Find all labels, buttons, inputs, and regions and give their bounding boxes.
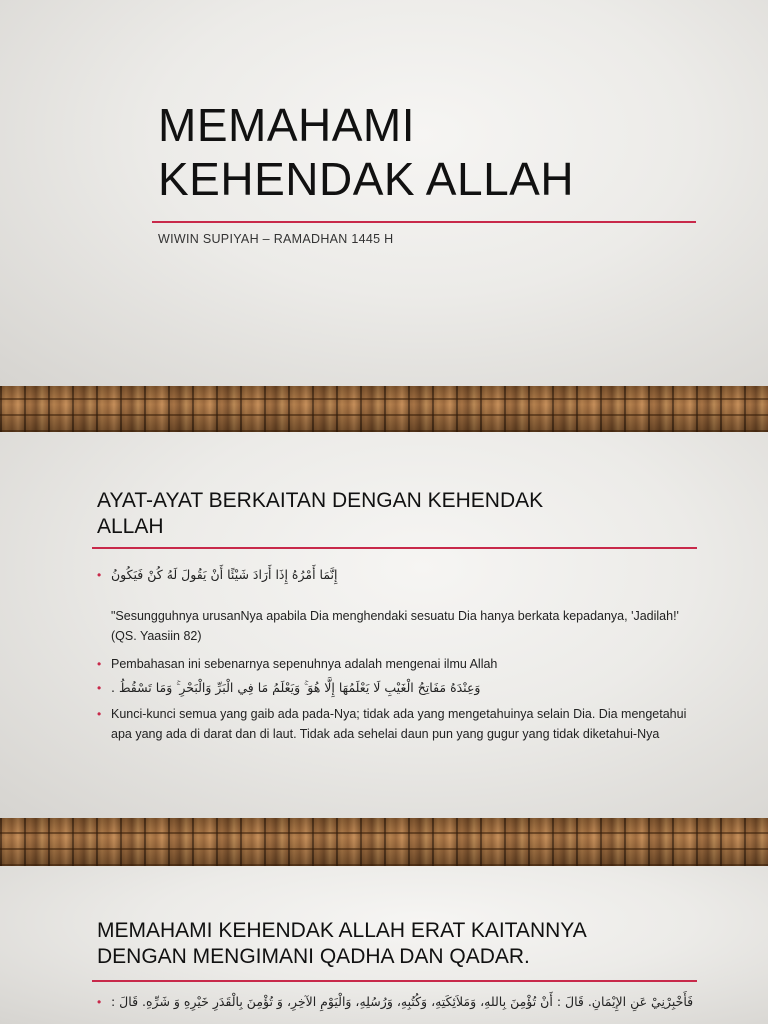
slide-title-line-1: MEMAHAMI <box>158 99 415 151</box>
list-item-text: Pembahasan ini sebenarnya sepenuhnya adalah mengenai ilmu Allah <box>111 657 498 671</box>
bullet-list <box>97 565 697 585</box>
wood-floor-divider <box>0 386 768 432</box>
list-item <box>97 704 697 744</box>
heading-divider <box>92 547 697 549</box>
slide-title-line-2: KEHENDAK ALLAH <box>158 153 575 205</box>
list-item <box>97 654 697 674</box>
slide-2 <box>0 432 768 818</box>
wood-floor-divider <box>0 818 768 866</box>
arabic-verse: وَعِنْدَهُ مَفَاتِحُ الْغَيْبِ لَا يَعْلَمُهَا إِلَّا هُوَ ۚ وَيَعْلَمُ مَا فِي الْبَرِّ وَالْبَحْرِ ۚ وَمَا تَسْقُطُ . <box>111 680 481 695</box>
heading-divider <box>92 980 697 982</box>
list-item <box>97 992 697 1012</box>
slide-title <box>158 98 718 206</box>
slide-3 <box>0 866 768 1024</box>
slide-subtitle: WIWIN SUPIYAH – RAMADHAN 1445 H <box>158 232 394 246</box>
slide-2-heading-line-1: AYAT-AYAT BERKAITAN DENGAN KEHENDAK <box>97 489 544 512</box>
bullet-icon: • <box>97 568 102 582</box>
slide-1 <box>0 0 768 386</box>
bullet-icon: • <box>97 681 102 695</box>
slide-3-heading-line-1: MEMAHAMI KEHENDAK ALLAH ERAT KAITANNYA <box>97 919 587 942</box>
slide-2-heading <box>97 488 697 540</box>
bullet-icon: • <box>97 707 102 721</box>
title-divider <box>152 221 696 223</box>
bullet-list <box>97 654 697 744</box>
list-item <box>97 565 697 585</box>
slide-2-heading-line-2: ALLAH <box>97 515 164 538</box>
list-item <box>97 678 697 698</box>
verse-translation: "Sesungguhnya urusanNya apabila Dia menghendaki sesuatu Dia hanya berkata kepadanya, 'Jadilah!' (QS. Yaasiin 82) <box>111 609 679 643</box>
arabic-hadith: فَأَخْبِرْنِيْ عَنِ الإِيْمَانِ. قَالَ : أَنْ تُؤْمِنَ بِاللهِ، وَمَلاَئِكَتِهِ، وَكُتُبِهِ، وَرُسُلِهِ، وَالْيَوْمِ الآخِرِ، وَ تُؤْمِنَ بِالْقَدَرِ خَيْرِهِ وَ شَرِّهِ. قَالَ : <box>111 994 694 1009</box>
slide-3-heading <box>97 918 697 970</box>
bullet-list <box>97 992 697 1012</box>
list-item-text: Kunci-kunci semua yang gaib ada pada-Nya; tidak ada yang mengetahuinya selain Dia. Dia mengetahui apa yang ada di darat dan di laut. Tidak ada sehelai daun pun yang gugur yang tidak diketahui-Nya <box>111 707 687 741</box>
slide-3-heading-line-2: DENGAN MENGIMANI QADHA DAN QADAR. <box>97 945 530 968</box>
arabic-verse: إِنَّمَا أَمْرُهُ إِذَا أَرَادَ شَيْئًا أَنْ يَقُولَ لَهُ كُنْ فَيَكُونُ <box>111 567 338 582</box>
bullet-icon: • <box>97 657 102 671</box>
bullet-icon: • <box>97 995 102 1009</box>
